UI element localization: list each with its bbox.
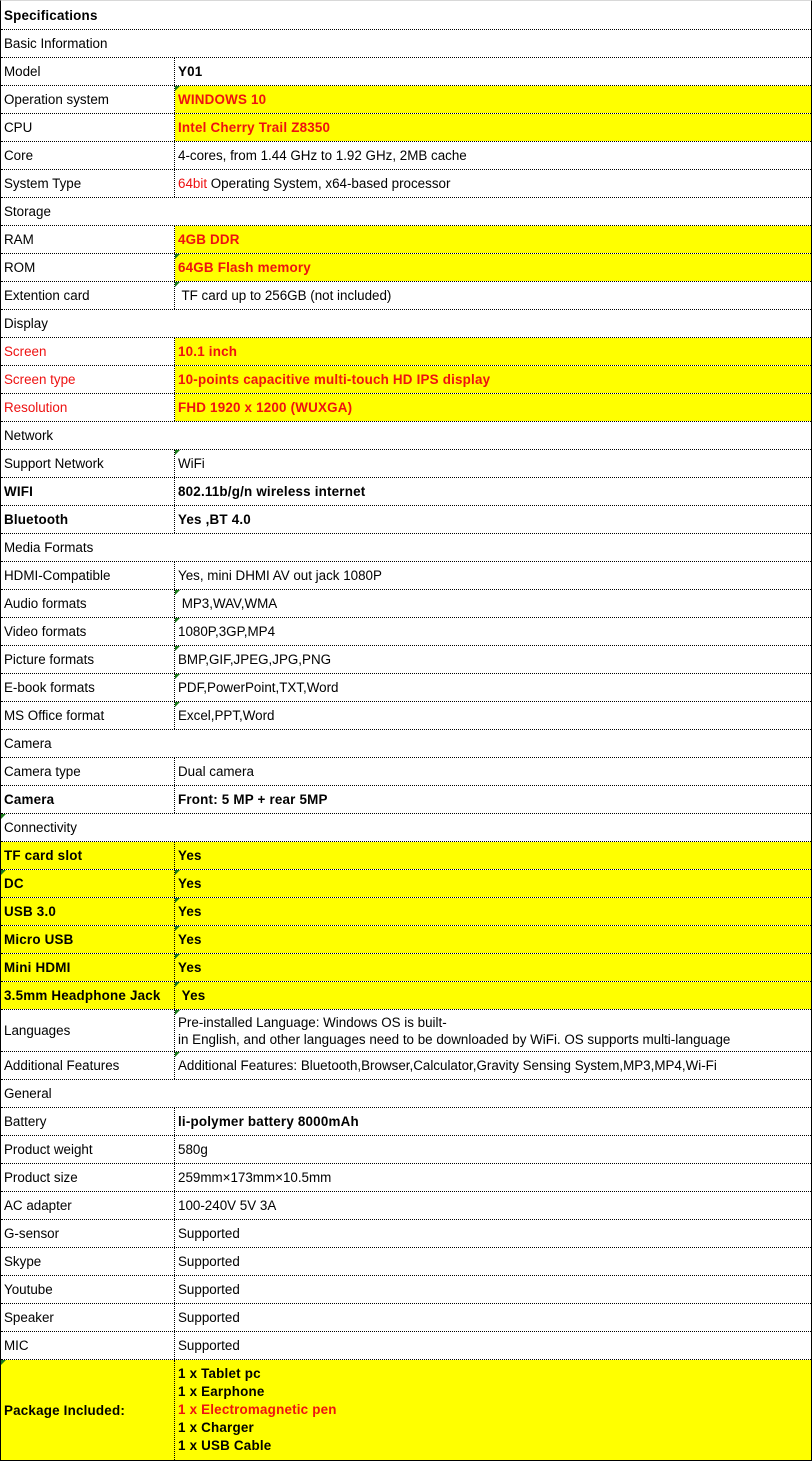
spec-row-ebook xyxy=(1,674,811,702)
spec-value: Supported xyxy=(178,1338,240,1353)
spec-label: Youtube xyxy=(1,1276,175,1303)
spec-value: 580g xyxy=(178,1142,208,1157)
spec-row-audio xyxy=(1,590,811,618)
spec-label: Product size xyxy=(1,1164,175,1191)
spec-row-size xyxy=(1,1164,811,1192)
spec-row-bluetooth xyxy=(1,506,811,534)
spec-row-cpu xyxy=(1,114,811,142)
section-header-media xyxy=(1,534,811,562)
spec-row-micro-usb xyxy=(1,926,811,954)
spec-row-mic xyxy=(1,1332,811,1360)
spec-row-core xyxy=(1,142,811,170)
sheet-title: Specifications xyxy=(4,7,98,23)
spec-label: 3.5mm Headphone Jack xyxy=(1,982,175,1009)
spec-value xyxy=(175,1010,811,1051)
spec-row-system-type xyxy=(1,170,811,198)
spec-label: Additional Features xyxy=(1,1052,175,1079)
spec-value: Yes, mini DHMI AV out jack 1080P xyxy=(178,568,382,583)
section-heading: Basic Information xyxy=(4,36,108,51)
section-heading: Display xyxy=(4,316,48,331)
spec-value: Yes xyxy=(175,982,811,1009)
spec-value: 64GB Flash memory xyxy=(175,254,811,281)
spec-value: 259mm×173mm×10.5mm xyxy=(178,1170,332,1185)
spec-row-headphone-jack xyxy=(1,982,811,1010)
spec-label: Camera type xyxy=(1,758,175,785)
spec-row-screen xyxy=(1,338,811,366)
spec-label: MIC xyxy=(1,1332,175,1359)
spec-value: WiFi xyxy=(175,450,811,477)
spec-value-highlight: 64bit xyxy=(178,176,208,191)
spec-label: Audio formats xyxy=(1,590,175,617)
spec-value: MP3,WAV,WMA xyxy=(175,590,811,617)
spec-label: Battery xyxy=(1,1108,175,1135)
spec-row-camera-type xyxy=(1,758,811,786)
spec-label: USB 3.0 xyxy=(1,898,175,925)
package-item: 1 x USB Cable xyxy=(178,1438,272,1453)
spec-row-skype xyxy=(1,1248,811,1276)
spec-label: E-book formats xyxy=(1,674,175,701)
spec-value: Supported xyxy=(178,1254,240,1269)
spec-label: Resolution xyxy=(1,394,175,421)
spec-row-office xyxy=(1,702,811,730)
section-header-storage xyxy=(1,198,811,226)
spec-row-wifi xyxy=(1,478,811,506)
spec-row-camera xyxy=(1,786,811,814)
spec-value: 4GB DDR xyxy=(175,226,811,253)
section-heading: Storage xyxy=(4,204,51,219)
spec-row-support-network xyxy=(1,450,811,478)
spec-label: Product weight xyxy=(1,1136,175,1163)
spec-label: System Type xyxy=(1,170,175,197)
spec-label: Bluetooth xyxy=(1,506,175,533)
spec-label: Camera xyxy=(1,786,175,813)
spec-value: 1080P,3GP,MP4 xyxy=(175,618,811,645)
spec-label: G-sensor xyxy=(1,1220,175,1247)
spec-value-rest: Operating System, x64-based processor xyxy=(207,176,451,191)
spec-value: 10.1 inch xyxy=(175,338,811,365)
spec-label: Micro USB xyxy=(1,926,175,953)
spec-row-resolution xyxy=(1,394,811,422)
spec-value: Y01 xyxy=(178,64,203,79)
spec-value xyxy=(175,170,811,197)
spec-row-mini-hdmi xyxy=(1,954,811,982)
spec-row-g-sensor xyxy=(1,1220,811,1248)
section-header-basic xyxy=(1,30,811,58)
spec-label: Screen xyxy=(1,338,175,365)
spec-value: WINDOWS 10 xyxy=(175,86,811,113)
spec-label: ROM xyxy=(1,254,175,281)
package-item: 1 x Electromagnetic pen xyxy=(178,1402,337,1417)
spec-value: PDF,PowerPoint,TXT,Word xyxy=(175,674,811,701)
spec-row-model xyxy=(1,58,811,86)
section-header-connectivity xyxy=(1,814,811,842)
spec-value: Yes ,BT 4.0 xyxy=(178,512,251,527)
spec-row-extension-card xyxy=(1,282,811,310)
package-item: 1 x Tablet pc xyxy=(178,1366,261,1381)
spec-row-package xyxy=(1,1360,811,1460)
section-header-general xyxy=(1,1080,811,1108)
spec-label: Model xyxy=(1,58,175,85)
spec-value: Yes xyxy=(175,842,811,869)
spec-row-speaker xyxy=(1,1304,811,1332)
spec-label: MS Office format xyxy=(1,702,175,729)
spec-row-hdmi xyxy=(1,562,811,590)
section-heading: General xyxy=(4,1086,52,1101)
spec-value: BMP,GIF,JPEG,JPG,PNG xyxy=(175,646,811,673)
spec-row-usb3 xyxy=(1,898,811,926)
spec-row-ac-adapter xyxy=(1,1192,811,1220)
spec-row-weight xyxy=(1,1136,811,1164)
section-header-camera xyxy=(1,730,811,758)
spec-label: WIFI xyxy=(1,478,175,505)
spec-value: Excel,PPT,Word xyxy=(175,702,811,729)
package-items xyxy=(175,1360,811,1460)
spec-value: FHD 1920 x 1200 (WUXGA) xyxy=(175,394,811,421)
spec-value: Intel Cherry Trail Z8350 xyxy=(175,114,811,141)
spec-row-tf-slot xyxy=(1,842,811,870)
spec-value: Supported xyxy=(178,1310,240,1325)
spec-label: Operation system xyxy=(1,86,175,113)
spec-label: Skype xyxy=(1,1248,175,1275)
spec-value: Yes xyxy=(175,898,811,925)
spec-value: li-polymer battery 8000mAh xyxy=(178,1114,359,1129)
spec-value: Yes xyxy=(175,870,811,897)
spec-value: 100-240V 5V 3A xyxy=(178,1198,277,1213)
spec-row-screen-type xyxy=(1,366,811,394)
spec-row-rom xyxy=(1,254,811,282)
spec-label: Extention card xyxy=(1,282,175,309)
spec-row-battery xyxy=(1,1108,811,1136)
spec-label: Mini HDMI xyxy=(1,954,175,981)
spec-value: Supported xyxy=(178,1282,240,1297)
package-item: 1 x Charger xyxy=(178,1420,254,1435)
section-heading: Media Formats xyxy=(4,540,94,555)
spec-row-picture xyxy=(1,646,811,674)
spec-row-ram xyxy=(1,226,811,254)
spec-label: Languages xyxy=(1,1010,175,1051)
spec-label: CPU xyxy=(1,114,175,141)
spec-value: Yes xyxy=(175,954,811,981)
spec-value: Supported xyxy=(178,1226,240,1241)
spec-label: Screen type xyxy=(1,366,175,393)
spec-row-video xyxy=(1,618,811,646)
spec-value: 4-cores, from 1.44 GHz to 1.92 GHz, 2MB cache xyxy=(178,148,467,163)
spec-value: Yes xyxy=(175,926,811,953)
title-row xyxy=(1,1,811,30)
spec-value: Dual camera xyxy=(178,764,254,779)
spec-label: TF card slot xyxy=(1,842,175,869)
spec-value: Front: 5 MP + rear 5MP xyxy=(178,792,328,807)
spec-label: HDMI-Compatible xyxy=(1,562,175,589)
spec-row-youtube xyxy=(1,1276,811,1304)
spec-row-dc xyxy=(1,870,811,898)
section-heading: Network xyxy=(4,428,54,443)
spec-row-additional-features xyxy=(1,1052,811,1080)
spec-value: 10-points capacitive multi-touch HD IPS display xyxy=(175,366,811,393)
package-item: 1 x Earphone xyxy=(178,1384,265,1399)
section-header-display xyxy=(1,310,811,338)
spec-label: Package Included: xyxy=(1,1360,175,1460)
spec-row-os xyxy=(1,86,811,114)
spec-value-line: in English, and other languages need to be downloaded by WiFi. OS supports multi-language xyxy=(178,1031,731,1047)
spec-row-languages xyxy=(1,1010,811,1052)
spec-label: DC xyxy=(1,870,175,897)
spec-value: TF card up to 256GB (not included) xyxy=(175,282,811,309)
spec-value: 802.11b/g/n wireless internet xyxy=(178,484,366,499)
section-header-network xyxy=(1,422,811,450)
spec-label: Video formats xyxy=(1,618,175,645)
spec-label: Core xyxy=(1,142,175,169)
spec-value-line: Pre-installed Language: Windows OS is built- xyxy=(178,1014,447,1030)
spec-label: Picture formats xyxy=(1,646,175,673)
spec-label: AC adapter xyxy=(1,1192,175,1219)
spec-label: RAM xyxy=(1,226,175,253)
spec-label: Speaker xyxy=(1,1304,175,1331)
spec-label: Support Network xyxy=(1,450,175,477)
section-heading: Camera xyxy=(4,736,52,751)
section-heading: Connectivity xyxy=(1,814,811,841)
spec-value: Additional Features: Bluetooth,Browser,Calculator,Gravity Sensing System,MP3,MP4,Wi-Fi xyxy=(175,1052,811,1079)
